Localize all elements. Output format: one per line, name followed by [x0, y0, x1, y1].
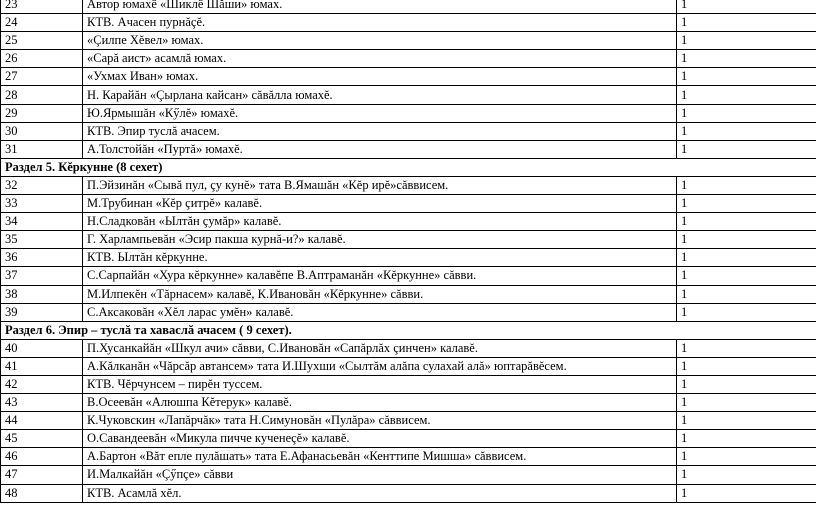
- lesson-row: [1, 430, 816, 448]
- lesson-hours-cell: 1: [677, 0, 816, 14]
- lesson-title-cell: «Сарă аист» асамлă юмах.: [83, 50, 677, 68]
- lesson-number-cell: 33: [1, 195, 83, 213]
- lesson-row: [1, 448, 816, 466]
- lesson-hours-cell: 1: [677, 430, 816, 448]
- lesson-hours-cell: 1: [677, 357, 816, 375]
- lesson-title-cell: Г. Харлампьевăн «Эсир пакша курнă-и?» калавĕ.: [83, 231, 677, 249]
- section-header-row: [1, 158, 816, 176]
- lesson-hours-cell: 1: [677, 285, 816, 303]
- lesson-number-cell: 23: [1, 0, 83, 14]
- lesson-hours-cell: 1: [677, 375, 816, 393]
- lesson-number-cell: 26: [1, 50, 83, 68]
- lesson-number-cell: 43: [1, 394, 83, 412]
- lesson-row: [1, 32, 816, 50]
- lesson-row: [1, 357, 816, 375]
- lesson-number-cell: 48: [1, 484, 83, 502]
- lesson-hours-cell: 1: [677, 86, 816, 104]
- lesson-row: [1, 140, 816, 158]
- lesson-row: [1, 14, 816, 32]
- lesson-hours-cell: 1: [677, 104, 816, 122]
- lesson-title-cell: М.Илпекĕн «Тăрнасем» калавĕ, К.Ивановăн «Кĕркунне» сăвви.: [83, 285, 677, 303]
- lesson-number-cell: 39: [1, 303, 83, 321]
- lesson-row: [1, 176, 816, 194]
- lesson-number-cell: 47: [1, 466, 83, 484]
- section-title: Раздел 5. Кĕркунне (8 сехет): [1, 158, 816, 176]
- lesson-number-cell: 29: [1, 104, 83, 122]
- lesson-row: [1, 86, 816, 104]
- lesson-number-cell: 24: [1, 14, 83, 32]
- lesson-title-cell: КТВ. Ачасен пурнăçĕ.: [83, 14, 677, 32]
- lesson-number-cell: 46: [1, 448, 83, 466]
- lesson-hours-cell: 1: [677, 394, 816, 412]
- lesson-hours-cell: 1: [677, 32, 816, 50]
- lesson-number-cell: 34: [1, 213, 83, 231]
- lesson-hours-cell: 1: [677, 412, 816, 430]
- lesson-plan-table-body: [1, 0, 816, 502]
- lesson-number-cell: 36: [1, 249, 83, 267]
- lesson-hours-cell: 1: [677, 484, 816, 502]
- lesson-row: [1, 412, 816, 430]
- lesson-number-cell: 37: [1, 267, 83, 285]
- lesson-title-cell: М.Трубинан «Кĕр çитрĕ» калавĕ.: [83, 195, 677, 213]
- section-header-row: [1, 321, 816, 339]
- lesson-hours-cell: 1: [677, 140, 816, 158]
- lesson-row: [1, 249, 816, 267]
- lesson-hours-cell: 1: [677, 303, 816, 321]
- lesson-row: [1, 122, 816, 140]
- lesson-number-cell: 44: [1, 412, 83, 430]
- lesson-number-cell: 25: [1, 32, 83, 50]
- lesson-hours-cell: 1: [677, 68, 816, 86]
- lesson-row: [1, 285, 816, 303]
- lesson-hours-cell: 1: [677, 122, 816, 140]
- lesson-title-cell: А.Толстойăн «Пуртă» юмахĕ.: [83, 140, 677, 158]
- lesson-title-cell: П.Хусанкайăн «Шкул ачи» сăвви, С.Ивановăн «Сапăрлăх çинчен» калавĕ.: [83, 339, 677, 357]
- lesson-row: [1, 267, 816, 285]
- lesson-row: [1, 339, 816, 357]
- lesson-hours-cell: 1: [677, 176, 816, 194]
- lesson-title-cell: О.Савандеевăн «Микула пичче кученеçĕ» калавĕ.: [83, 430, 677, 448]
- lesson-title-cell: КТВ. Чĕрчунсем – пирĕн туссем.: [83, 375, 677, 393]
- lesson-hours-cell: 1: [677, 231, 816, 249]
- lesson-number-cell: 28: [1, 86, 83, 104]
- lesson-row: [1, 68, 816, 86]
- section-title: Раздел 6. Эпир – туслă та хаваслă ачасем ( 9 сехет).: [1, 321, 816, 339]
- lesson-row: [1, 466, 816, 484]
- lesson-title-cell: С.Сарпайăн «Хура кĕркунне» калавĕпе В.Аптраманăн «Кĕркунне» сăвви.: [83, 267, 677, 285]
- lesson-number-cell: 32: [1, 176, 83, 194]
- lesson-title-cell: «Ухмах Иван» юмах.: [83, 68, 677, 86]
- lesson-title-cell: В.Осеевăн «Алюшпа Кĕтерук» калавĕ.: [83, 394, 677, 412]
- lesson-title-cell: Автор юмахӗ «Шиклӗ Шăши» юмах.: [83, 0, 677, 14]
- lesson-number-cell: 45: [1, 430, 83, 448]
- lesson-number-cell: 38: [1, 285, 83, 303]
- lesson-hours-cell: 1: [677, 267, 816, 285]
- lesson-hours-cell: 1: [677, 14, 816, 32]
- lesson-hours-cell: 1: [677, 448, 816, 466]
- lesson-title-cell: КТВ. Ылтăн кĕркунне.: [83, 249, 677, 267]
- lesson-row: [1, 104, 816, 122]
- lesson-number-cell: 35: [1, 231, 83, 249]
- lesson-title-cell: И.Малкайăн «Çӳпçе» сăвви: [83, 466, 677, 484]
- lesson-title-cell: П.Эйзинăн «Сывă пул, çу кунĕ» тата В.Ямашăн «Кĕр ирĕ»сăввисем.: [83, 176, 677, 194]
- lesson-title-cell: Н.Сладковăн «Ылтăн çумăр» калавĕ.: [83, 213, 677, 231]
- lesson-row: [1, 195, 816, 213]
- lesson-title-cell: К.Чуковскин «Лапăрчăк» тата Н.Симуновăн «Пулăра» сăввисем.: [83, 412, 677, 430]
- lesson-row: [1, 50, 816, 68]
- lesson-row: [1, 375, 816, 393]
- lesson-hours-cell: 1: [677, 466, 816, 484]
- lesson-hours-cell: 1: [677, 195, 816, 213]
- lesson-hours-cell: 1: [677, 339, 816, 357]
- lesson-number-cell: 41: [1, 357, 83, 375]
- lesson-number-cell: 40: [1, 339, 83, 357]
- lesson-hours-cell: 1: [677, 249, 816, 267]
- lesson-row: [1, 484, 816, 502]
- lesson-title-cell: КТВ. Эпир туслă ачасем.: [83, 122, 677, 140]
- lesson-title-cell: А.Кăлканăн «Чăрсăр автансем» тата И.Шухши «Сылтăм алăпа сулахай алă» юптарăвĕсем.: [83, 357, 677, 375]
- lesson-title-cell: КТВ. Асамлă хĕл.: [83, 484, 677, 502]
- lesson-number-cell: 42: [1, 375, 83, 393]
- lesson-number-cell: 27: [1, 68, 83, 86]
- lesson-number-cell: 30: [1, 122, 83, 140]
- lesson-row: [1, 303, 816, 321]
- lesson-row: [1, 0, 816, 14]
- lesson-title-cell: Н. Карайăн «Çырлана кайсан» сăвăлла юмахĕ.: [83, 86, 677, 104]
- lesson-title-cell: «Çилпе Хĕвел» юмах.: [83, 32, 677, 50]
- lesson-number-cell: 31: [1, 140, 83, 158]
- lesson-title-cell: С.Аксаковăн «Хĕл ларас умĕн» калавĕ.: [83, 303, 677, 321]
- lesson-row: [1, 394, 816, 412]
- lesson-row: [1, 213, 816, 231]
- lesson-hours-cell: 1: [677, 50, 816, 68]
- lesson-row: [1, 231, 816, 249]
- lesson-hours-cell: 1: [677, 213, 816, 231]
- lesson-title-cell: А.Бартон «Вăт епле пулăшать» тата Е.Афанасьевăн «Кенттипе Мишша» сăввисем.: [83, 448, 677, 466]
- lesson-title-cell: Ю.Ярмышăн «Кӳлĕ» юмахĕ.: [83, 104, 677, 122]
